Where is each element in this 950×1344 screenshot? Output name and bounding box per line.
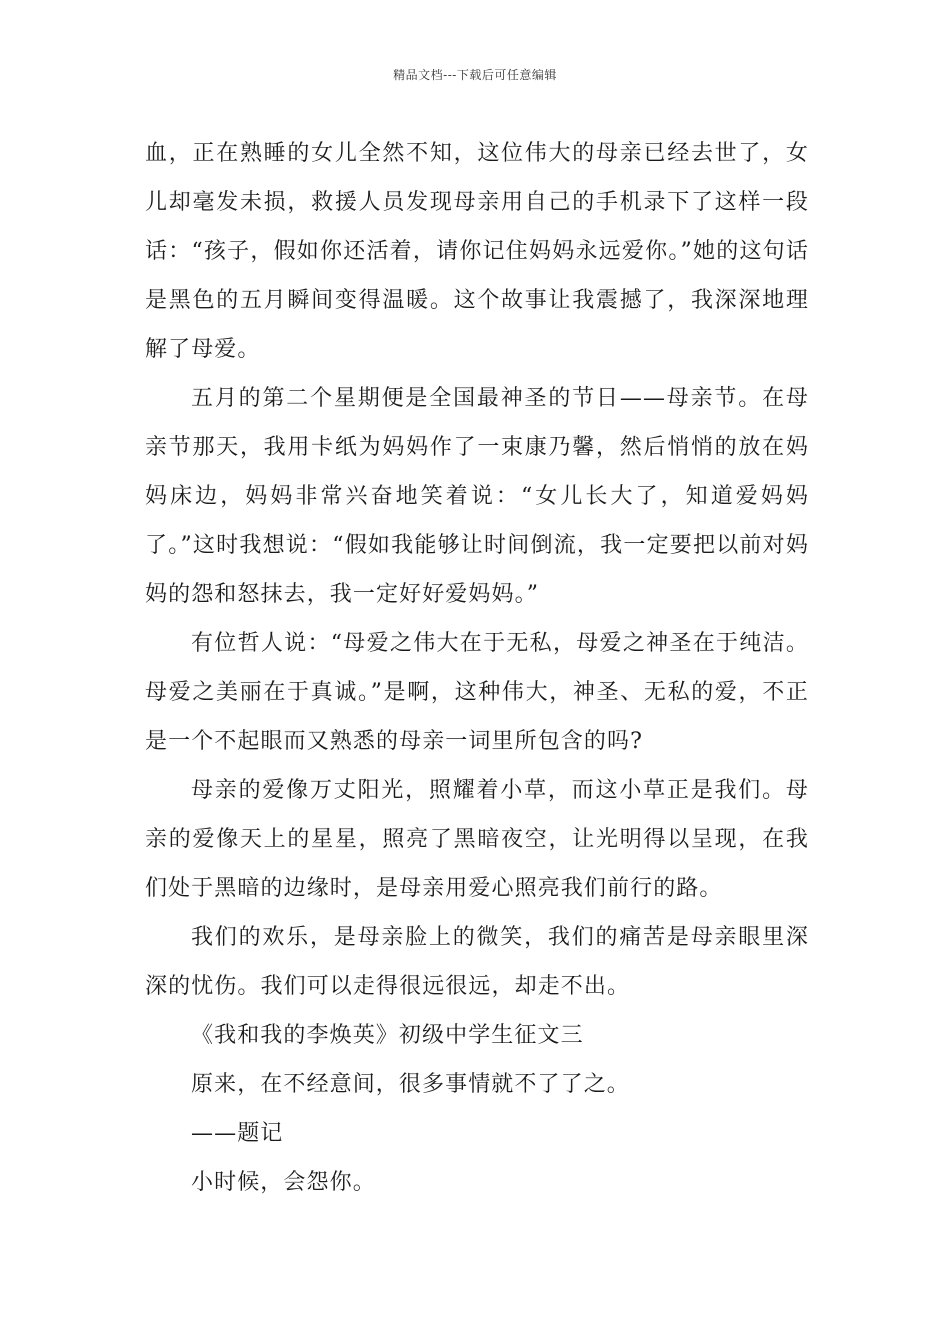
paragraph: 血，正在熟睡的女儿全然不知，这位伟大的母亲已经去世了，女儿却毫发未损，救援人员发现母亲用自己的手机录下了这样一段话：“孩子，假如你还活着，请你记住妈妈永远爱你。”她的这句话是黑色的五月瞬间变得温暖。这个故事让我震撼了，我深深地理解了母爱。	[145, 141, 809, 362]
paragraph: 我们的欢乐，是母亲脸上的微笑，我们的痛苦是母亲眼里深深的忧伤。我们可以走得很远很远，却走不出。	[145, 925, 809, 999]
paragraph: 有位哲人说：“母爱之伟大在于无私，母爱之神圣在于纯洁。母爱之美丽在于真诚。”是啊，这种伟大，神圣、无私的爱，不正是一个不起眼而又熟悉的母亲一词里所包含的吗?	[145, 631, 809, 754]
paragraph: 原来，在不经意间，很多事情就不了了之。	[191, 1072, 630, 1097]
document-body	[145, 129, 809, 1207]
page-header: 精品文档---下载后可任意编辑	[393, 68, 557, 82]
essay-title: 《我和我的李焕英》初级中学生征文三	[191, 1023, 584, 1048]
epigraph-attribution: ——题记	[191, 1121, 284, 1146]
paragraph: 小时候，会怨你。	[191, 1170, 376, 1195]
paragraph: 母亲的爱像万丈阳光，照耀着小草，而这小草正是我们。母亲的爱像天上的星星，照亮了黑暗夜空，让光明得以呈现，在我们处于黑暗的边缘时，是母亲用爱心照亮我们前行的路。	[145, 778, 809, 901]
paragraph: 五月的第二个星期便是全国最神圣的节日——母亲节。在母亲节那天，我用卡纸为妈妈作了一束康乃馨，然后悄悄的放在妈妈床边，妈妈非常兴奋地笑着说：“女儿长大了，知道爱妈妈了。”这时我想说：“假如我能够让时间倒流，我一定要把以前对妈妈的怨和怒抹去，我一定好好爱妈妈。”	[145, 386, 809, 607]
